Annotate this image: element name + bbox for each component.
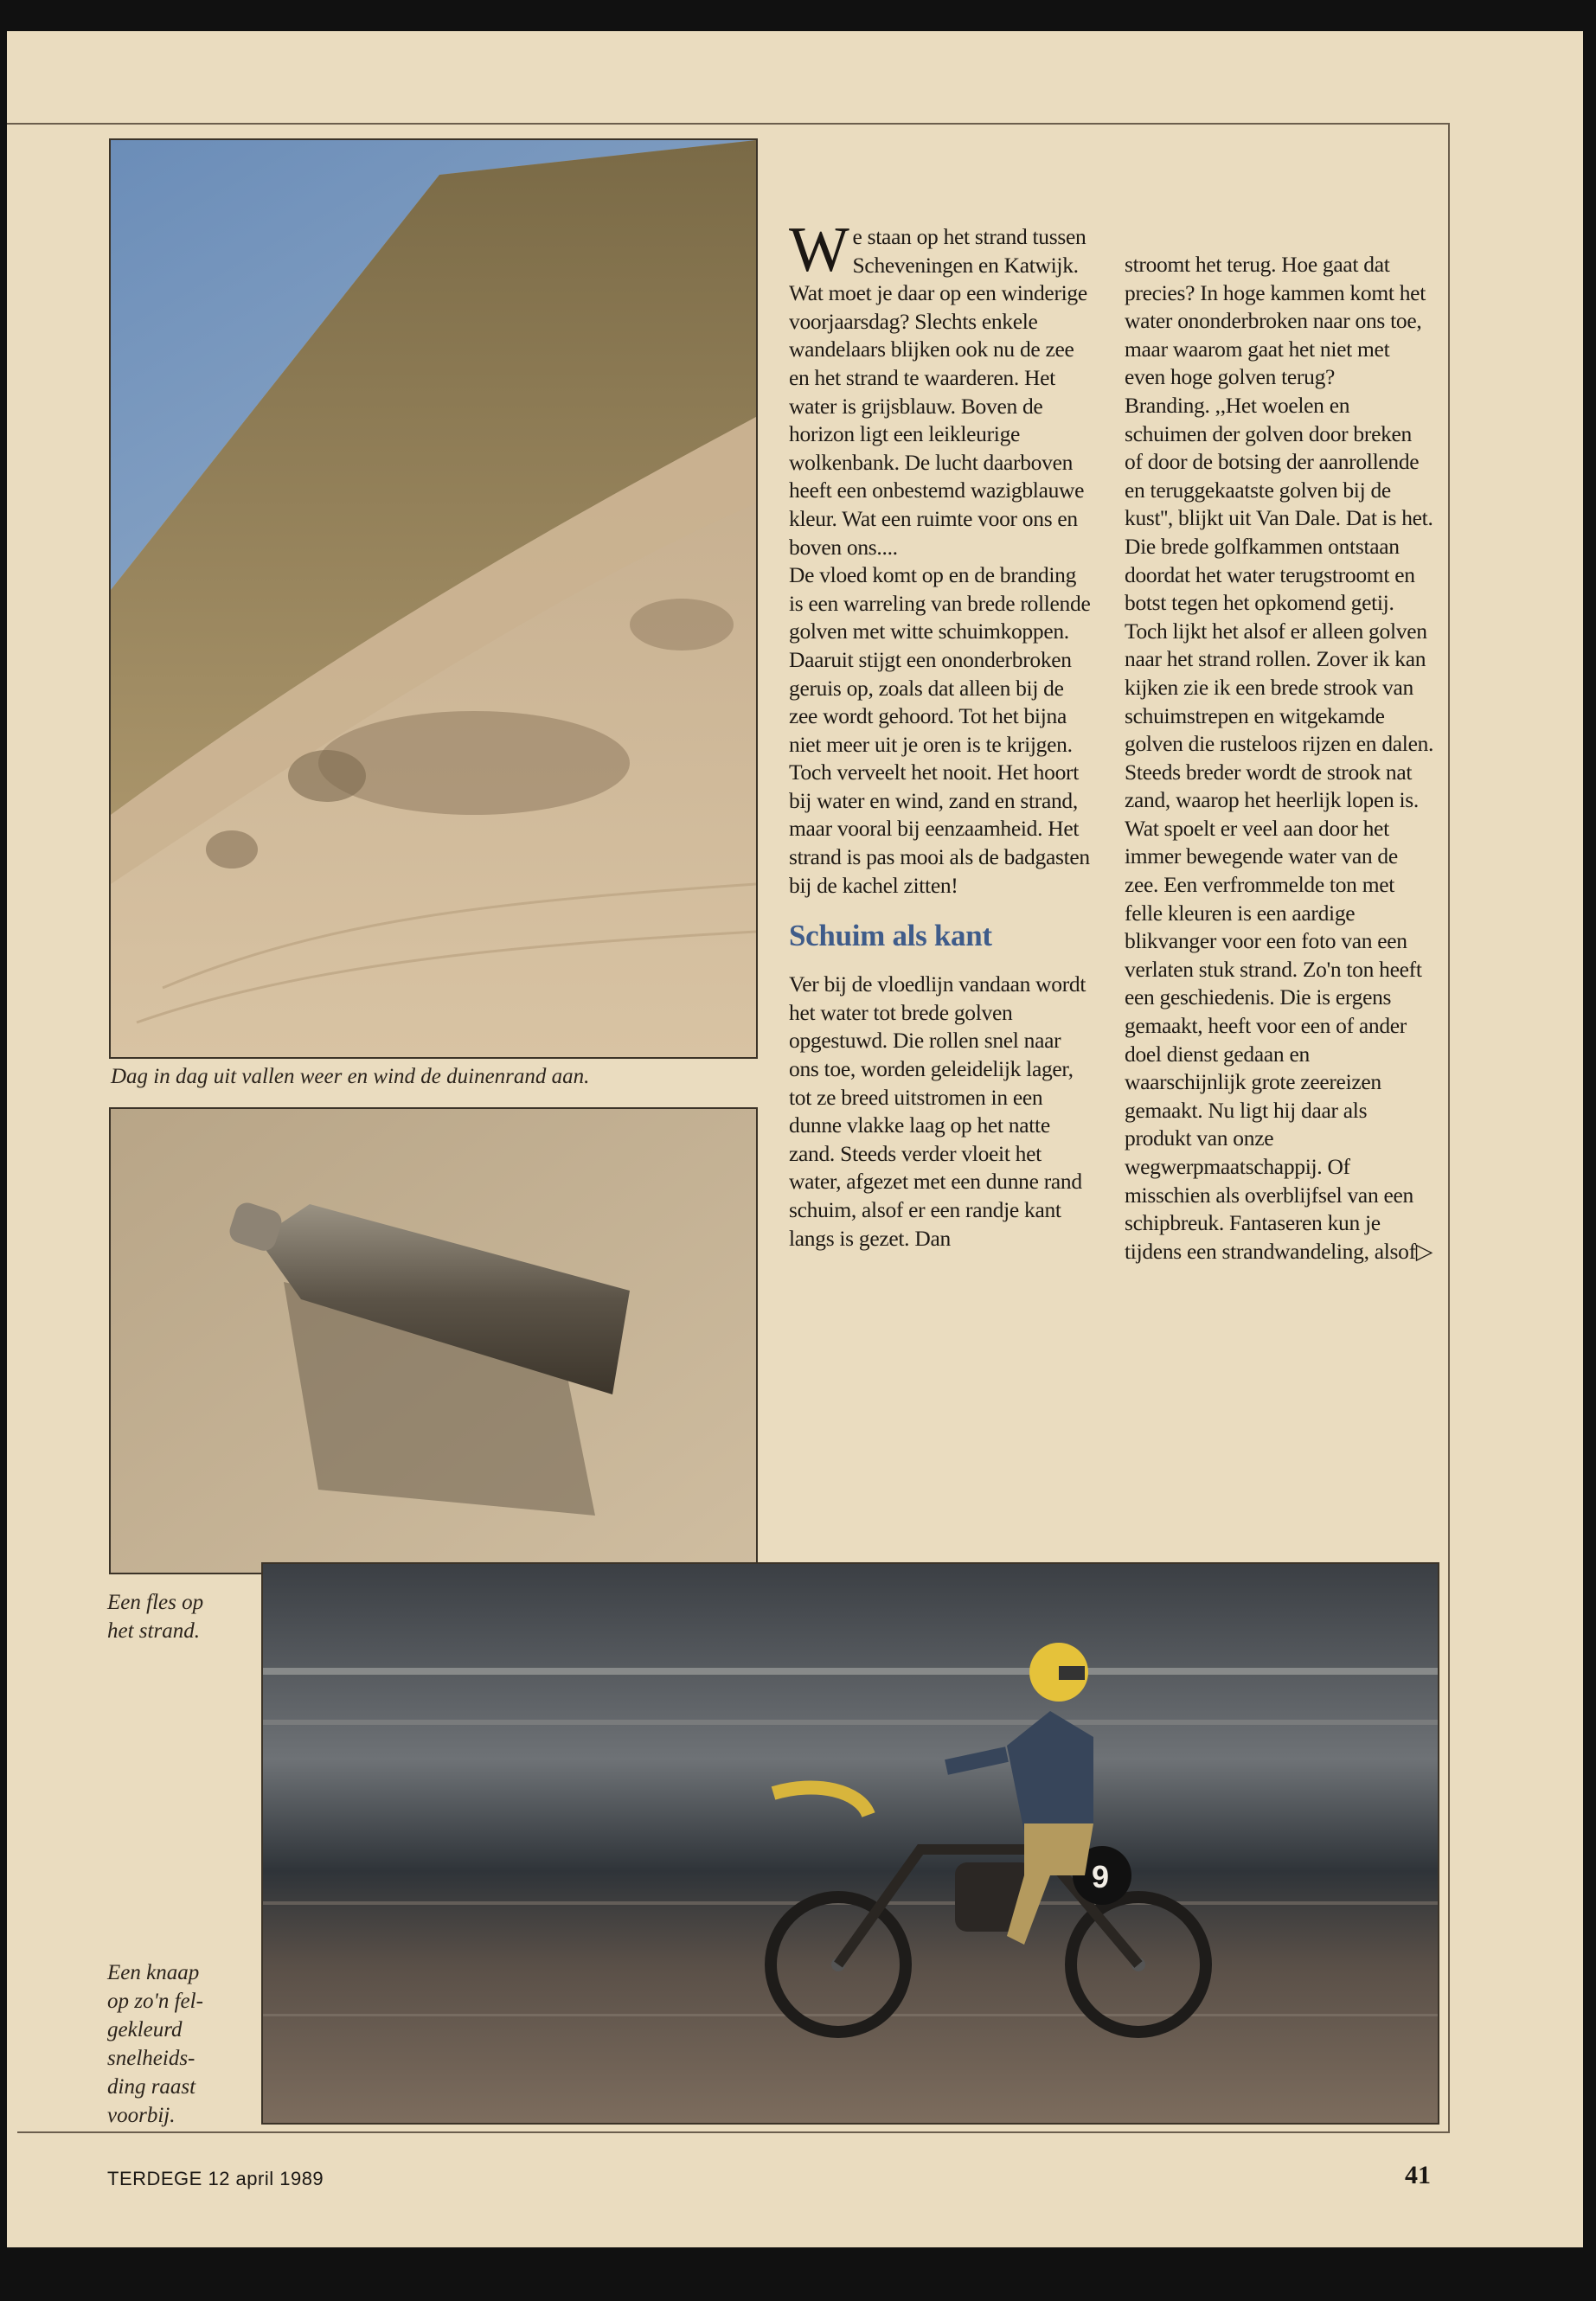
bottle-caption [107,1588,246,1645]
paragraph-5: Branding. ,,Het woelen en schuimen der golven door breken of door de botsing der aanrollende en teruggekaatste golven bij de kust'', blijkt uit Van Dale. Dat is het. Die brede golfkammen ontstaan doordat het water terugstroomt en botst tegen het opkomend getij. Toch lijkt het alsof er alleen golven naar het strand rollen. Zover ik kan kijken zie ik een brede strook van schuimstrepen en witgekamde golven die rusteloos rijzen en dalen. Steeds breder wordt de strook nat zand, waarop het heerlijk lopen is. [1125,392,1434,813]
magazine-page [7,31,1583,2247]
subheading: Schuim als kant [789,919,992,953]
moto-caption-line-3: gekleurd [107,2018,183,2041]
continue-arrow-icon: ▷ [1415,1238,1433,1264]
moto-caption-line-2: op zo'n fel- [107,1990,203,2013]
moto-caption-line-6: voorbij. [107,2104,176,2127]
bottle-photo [109,1107,758,1574]
intro-paragraph [789,215,1093,561]
right-rule [1448,123,1450,2131]
paragraph-6 [1125,815,1434,1266]
publication-footer: TERDEGE 12 april 1989 [107,2168,324,2189]
dune-caption: Dag in dag uit vallen weer en wind de duinenrand aan. [111,1065,590,1088]
dropcap: W [789,215,849,285]
paragraph-4: stroomt het terug. Hoe gaat dat precies? In hoge kammen komt het water ononderbroken naar ons toe, maar waarom gaat het niet met even hoge golven terug? [1125,252,1426,390]
intro-text: e staan op het strand tussen Scheveningen en Katwijk. Wat moet je daar op een winderige voorjaarsdag? Slechts enkele wandelaars blijken ook nu de zee en het strand te waarderen. Het water is grijsblauw. Boven de horizon ligt een leikleurige wolkenbank. De lucht daarboven heeft een onbestemd wazigblauwe kleur. Wat een ruimte voor ons en boven ons.... [789,224,1087,560]
motorcycle-photo [261,1562,1439,2125]
bottom-rule [17,2131,1450,2133]
dune-photo [109,138,758,1059]
paragraph-3: Ver bij de vloedlijn vandaan wordt het water tot brede golven opgestuwd. Die rollen snel naar ons toe, worden geleidelijk lager, tot ze breed uitstromen in een dunne vlakke laag op het natte zand. Steeds verder vloeit het water, afgezet met een dunne rand schuim, alsof er een randje kant langs is gezet. Dan [789,971,1086,1251]
moto-caption-line-1: Een knaap [107,1961,200,1984]
motorcycle-caption [107,1958,246,2130]
paragraph-6-text: Wat spoelt er veel aan door het immer bewegende water van de zee. Een verfrommelde ton met felle kleuren is een aardige blikvanger voor een foto van een verlaten stuk strand. Zo'n ton heeft een geschiedenis. Die is ergens gemaakt, heeft voor een of ander doel dienst gedaan en waarschijnlijk grote zeereizen gemaakt. Nu ligt hij daar als produkt van onze wegwerpmaatschappij. Of misschien als overblijfsel van een schipbreuk. Fantaseren kun je tijdens een strandwandeling, alsof [1125,815,1422,1264]
bottle-caption-line-2: het strand. [107,1619,200,1643]
page-number: 41 [1405,2161,1431,2189]
article-column-1 [789,215,1093,1253]
race-number: 9 [1092,1859,1110,1894]
bottle-caption-line-1: Een fles op [107,1591,204,1614]
article-column-2 [1125,251,1434,1266]
moto-caption-line-4: snelheids- [107,2047,195,2070]
paragraph-2: De vloed komt op en de branding is een warreling van brede rollende golven met witte schuimkoppen. Daaruit stijgt een ononderbroken geruis op, zoals dat alleen bij de zee wordt gehoord. Tot het bijna niet meer uit je oren is te krijgen. Toch verveelt het nooit. Het hoort bij water en wind, zand en strand, maar vooral bij eenzaamheid. Het strand is pas mooi als de badgasten bij de kachel zitten! [789,562,1091,898]
moto-caption-line-5: ding raast [107,2075,196,2099]
top-rule [7,123,1450,125]
